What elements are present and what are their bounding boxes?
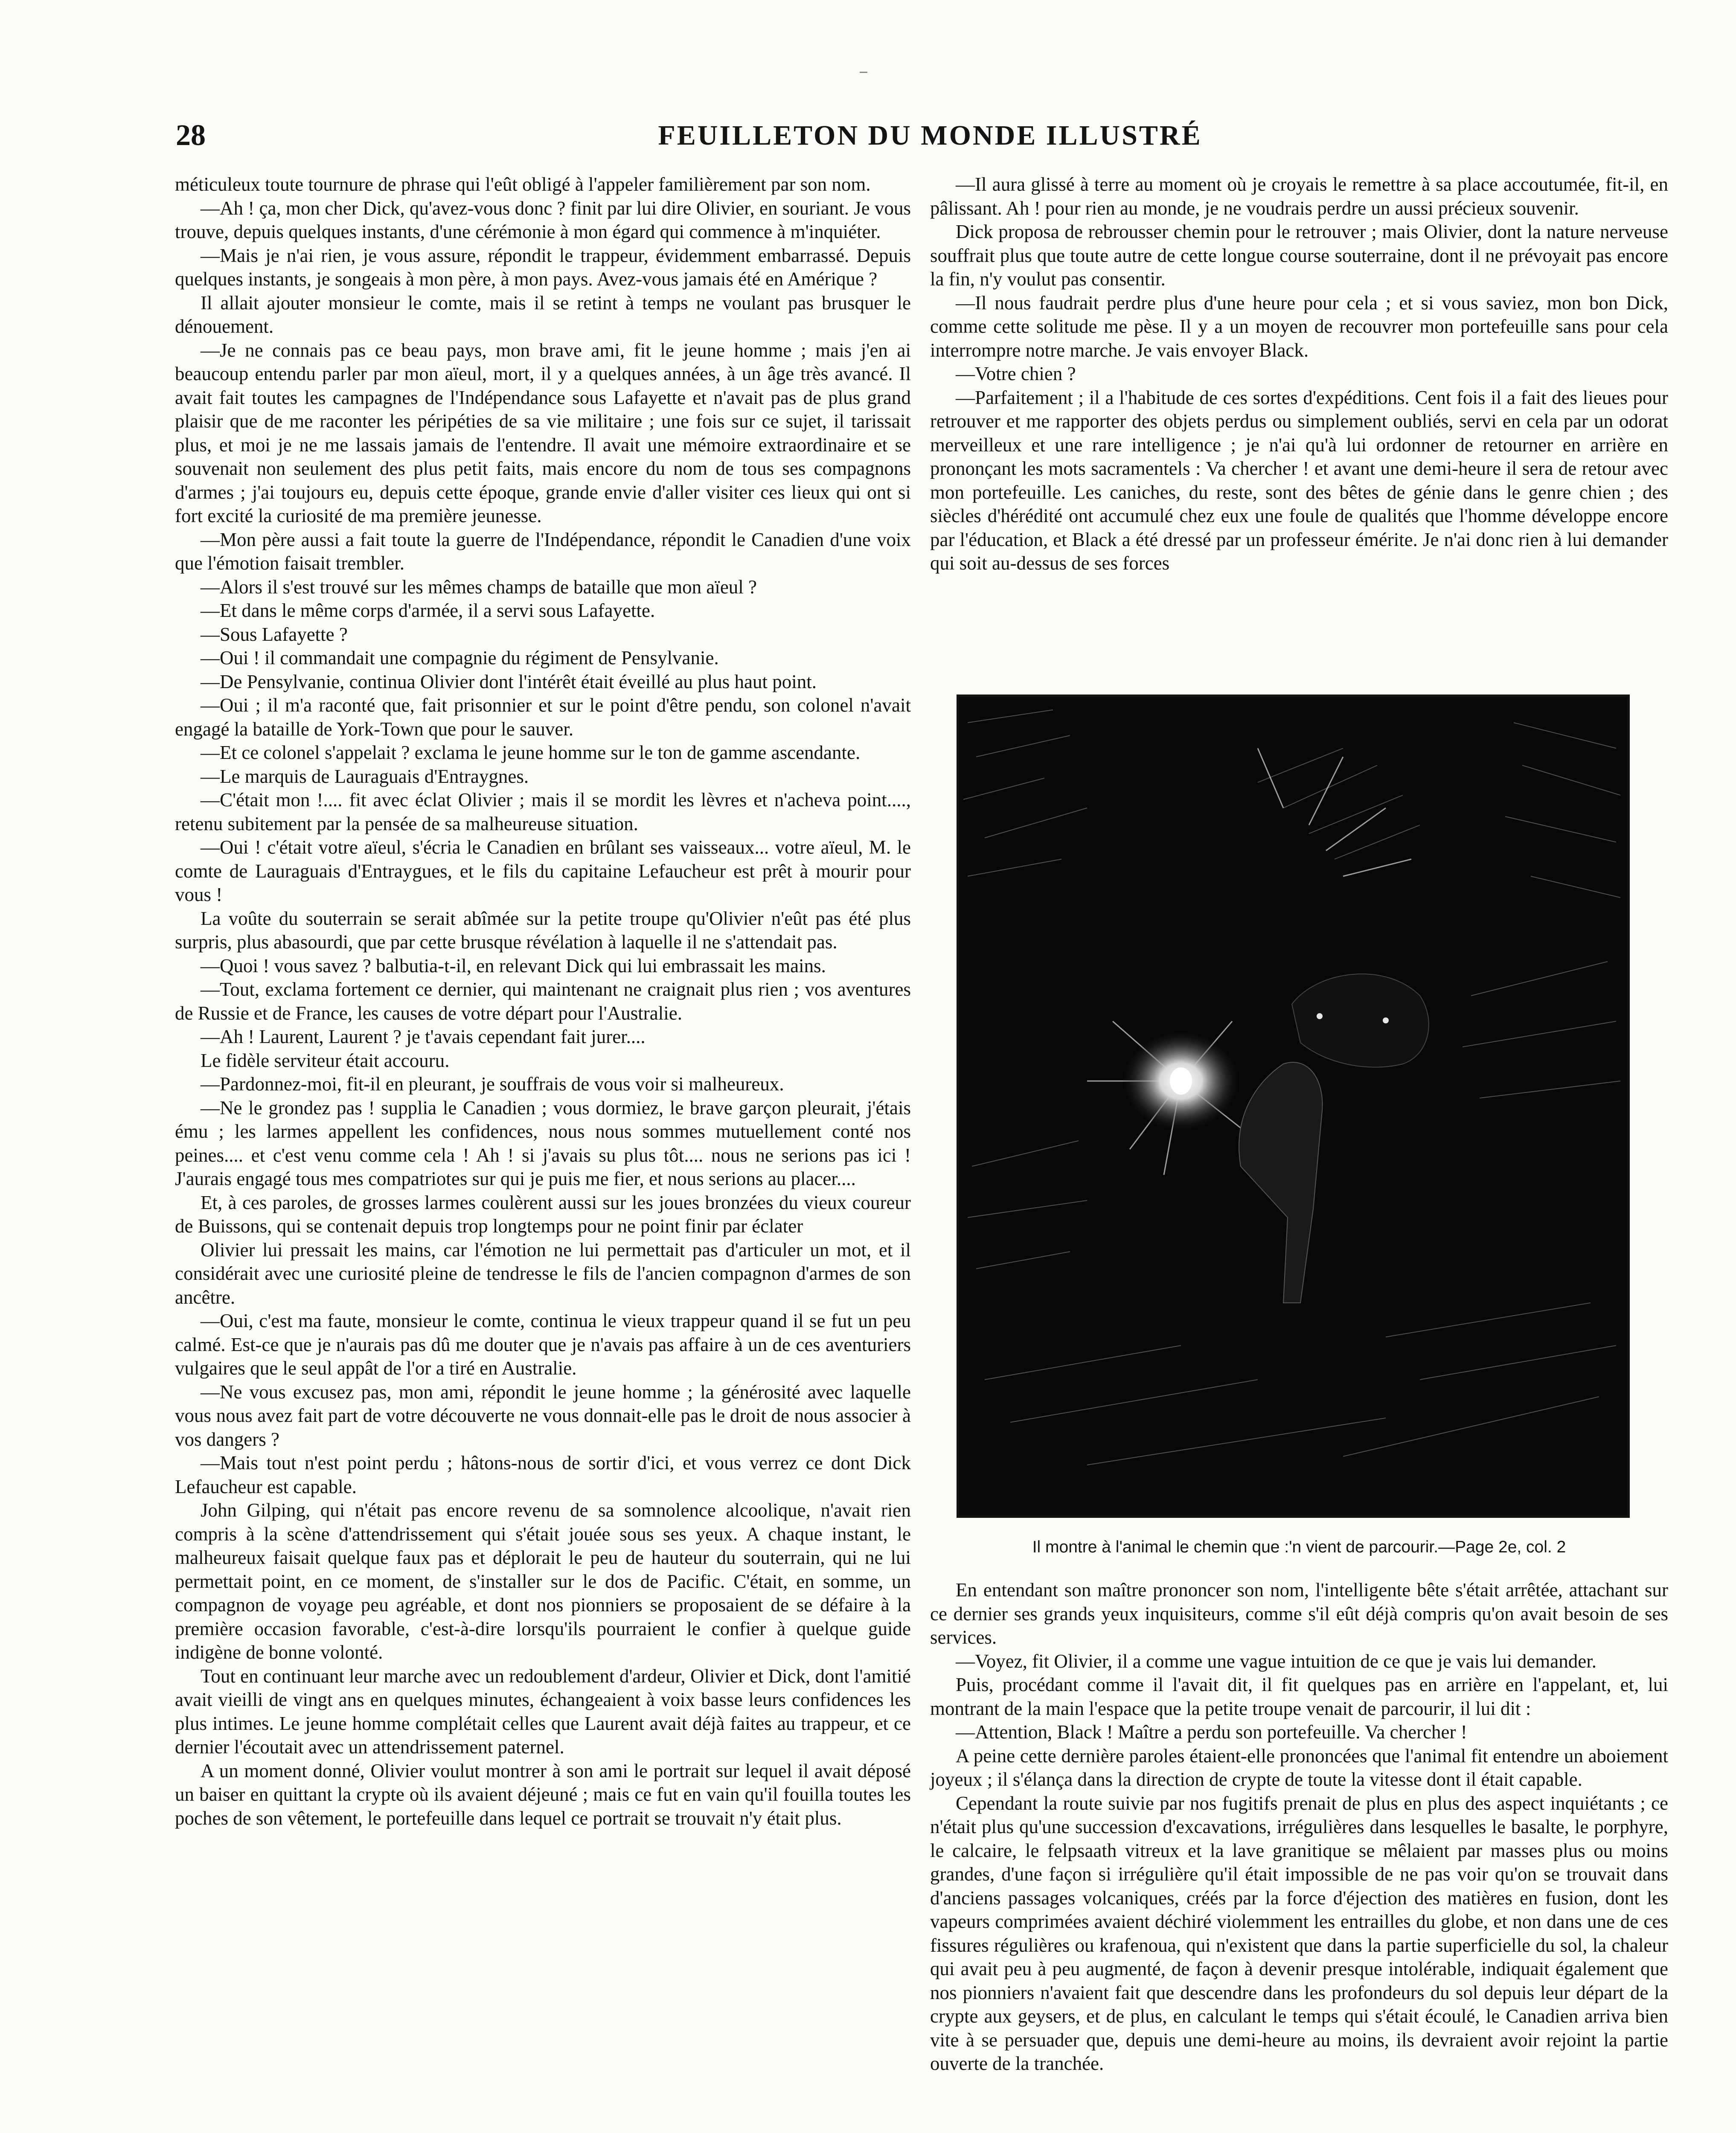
paragraph: —C'était mon !.... fit avec éclat Olivier ; mais il se mordit les lèvres et n'acheva point...., retenu subitement par la pensée de sa malheureuse situation. [175, 789, 911, 834]
engraving-illustration [957, 695, 1630, 1518]
paragraph: Le fidèle serviteur était accouru. [201, 1049, 450, 1071]
paragraph: —Il aura glissé à terre au moment où je croyais le remettre à sa place accoutumée, fit-il, en pâlissant. Ah ! pour rien au monde, je ne voudrais perdre un aussi précieux souvenir. [930, 174, 1668, 219]
paragraph: —Voyez, fit Olivier, il a comme une vague intuition de ce que je vais lui demander. [956, 1650, 1596, 1672]
paragraph: Cependant la route suivie par nos fugitifs prenait de plus en plus des aspect inquiétants ; ce n'était plus qu'une succession d'excavations, irrégulières dans lesquelles le basalte, le porphyre, le calcaire, le felpsaath vitreux et la lave granitique se mêlaient par masses plus ou moins grandes, d'une façon si irrégulière qu'il était impossible de ne pas voir qu'on se trouvait dans d'anciens passages volcaniques, créés par la force d'éjection des matières en fusion, dont les vapeurs comprimées avaient déchiré violemment les entrailles du globe, et non dans une de ces fissures régulières ou krafenoua, qui n'existent que dans la partie superficielle du sol, la chaleur qui avait peu à peu augmenté, de façon à devenir presque intolérable, indiquait également que nos pionniers n'avaient fait que descendre dans les profondeurs du sol depuis leur départ de la crypte aux geysers, et de plus, en calculant le temps qui s'était écoulé, le Canadien arriva bien vite à se persuader que, depuis une demi-heure au moins, ils devraient avoir rejoint la partie ouverte de la tranchée. [930, 1792, 1668, 2074]
paragraph: —Attention, Black ! Maître a perdu son portefeuille. Va chercher ! [956, 1721, 1467, 1743]
paragraph: —Tout, exclama fortement ce dernier, qui maintenant ne craignait plus rien ; vos aventures de Russie et de France, les causes de votre départ pour l'Australie. [175, 979, 911, 1024]
paragraph: —Mais je n'ai rien, je vous assure, répondit le trappeur, évidemment embarrassé. Depuis quelques instants, je songeais à mon père, à mon pays. Avez-vous jamais été en Amérique ? [175, 244, 911, 290]
paragraph: Tout en continuant leur marche avec un redoublement d'ardeur, Olivier et Dick, dont l'amitié avait vieilli de vingt ans en quelques minutes, échangeaient à voix basse leurs confidences les plus intimes. Le jeune homme complétait celles que Laurent avait déjà faites au trappeur, et ce dernier l'écoutait avec un attendrissement paternel. [175, 1665, 911, 1758]
paragraph: —Quoi ! vous savez ? balbutia-t-il, en relevant Dick qui lui embrassait les mains. [201, 955, 826, 976]
paragraph: Olivier lui pressait les mains, car l'émotion ne lui permettait pas d'articuler un mot, et il considérait avec une curiosité pleine de tendresse le fils de l'ancien compagnon d'armes de son ancêtre. [175, 1239, 911, 1308]
paragraph: —Mais tout n'est point perdu ; hâtons-nous de sortir d'ici, et vous verrez ce dont Dick Lefaucheur est capable. [175, 1452, 911, 1497]
paragraph: —Ne le grondez pas ! supplia le Canadien ; vous dormiez, le brave garçon pleurait, j'étais ému ; les larmes appellent les confidences, nous nous sommes mutuellement conté nos peines.... et c'est venu comme cela ! Ah ! si j'avais su plus tôt.... nous ne serions pas ici ! J'aurais engagé tous mes compatriotes sur qui je puis me fier, et nous serions au placer.... [175, 1097, 911, 1189]
paragraph: —Et dans le même corps d'armée, il a servi sous Lafayette. [201, 600, 655, 621]
paragraph: John Gilping, qui n'était pas encore revenu de sa somnolence alcoolique, n'avait rien compris à la scène d'attendrissement qui s'était jouée sous ses yeux. A chaque instant, le malheureux faisait quelque faux pas et déplorait le peu de hauteur du souterrain, qui ne lui permettait point, en ce moment, de s'installer sur le dos de Pacific. C'était, en somme, un compagnon de voyage peu agréable, et dont nos pionniers se proposaient de se défaire à la première occasion favorable, c'est-à-dire lorsqu'ils pourraient le confier à quelque guide indigène de bonne volonté. [175, 1499, 911, 1663]
paragraph: —Et ce colonel s'appelait ? exclama le jeune homme sur le ton de gamme ascendante. [201, 742, 861, 763]
paragraph: A un moment donné, Olivier voulut montrer à son ami le portrait sur lequel il avait déposé un baiser en quittant la crypte où ils avaient déjeuné ; mais ce fut en vain qu'il fouilla toutes les poches de son vêtement, le portefeuille dans lequel ce portrait se trouvait n'y était plus. [175, 1760, 911, 1829]
paragraph: —Alors il s'est trouvé sur les mêmes champs de bataille que mon aïeul ? [201, 576, 757, 598]
top-dash-mark [860, 72, 867, 73]
paragraph: —Oui ! il commandait une compagnie du régiment de Pensylvanie. [201, 647, 719, 668]
left-text-column [175, 173, 911, 1830]
paragraph: En entendant son maître prononcer son nom, l'intelligente bête s'était arrêtée, attachant sur ce dernier ses grands yeux inquisiteurs, comme s'il eût déjà compris qu'on avait besoin de ses services. [930, 1579, 1668, 1648]
paragraph: —De Pensylvanie, continua Olivier dont l'intérêt était éveillé au plus haut point. [201, 671, 817, 692]
dog-eye-right [1383, 1017, 1389, 1023]
paragraph: —Ah ! Laurent, Laurent ? je t'avais cependant fait jurer.... [201, 1026, 646, 1047]
paragraph: —Oui, c'est ma faute, monsieur le comte, continua le vieux trappeur quand il se fut un peu calmé. Est-ce que je n'aurais pas dû me douter que je n'avais pas affaire à un de ces aventuriers vulgaires que le seul appât de l'or a tiré en Australie. [175, 1310, 911, 1379]
paragraph: —Il nous faudrait perdre plus d'une heure pour cela ; et si vous saviez, mon bon Dick, comme cette solitude me pèse. Il y a un moyen de recouvrer mon portefeuille sans pour cela interrompre notre marche. Je vais envoyer Black. [930, 292, 1668, 361]
paragraph: —Pardonnez-moi, fit-il en pleurant, je souffrais de vous voir si malheureux. [201, 1073, 784, 1095]
paragraph: —Oui ; il m'a raconté que, fait prisonnier et sur le point d'être pendu, son colonel n'avait engagé la bataille de York-Town que pour le sauver. [175, 695, 911, 740]
paragraph: —Le marquis de Lauraguais d'Entraygnes. [201, 765, 529, 787]
feuilleton-title: FEUILLETON DU MONDE ILLUSTRÉ [658, 120, 1202, 151]
paragraph: méticuleux toute tournure de phrase qui l'eût obligé à l'appeler familièrement par son nom. [175, 174, 871, 195]
paragraph: —Ah ! ça, mon cher Dick, qu'avez-vous donc ? finit par lui dire Olivier, en souriant. Je vous trouve, depuis quelques instants, d'une cérémonie à mon égard qui commence à m'inquiéter. [175, 197, 911, 242]
paragraph: Et, à ces paroles, de grosses larmes coulèrent aussi sur les joues bronzées du vieux coureur de Buissons, qui se contenait depuis trop longtemps pour ne point finir par éclater [175, 1191, 911, 1237]
cave-scene-engraving [959, 697, 1627, 1515]
dog-eye-left [1317, 1013, 1323, 1019]
illustration-caption: Il montre à l'animal le chemin que :'n vient de parcourir.—Page 2e, col. 2 [1032, 1538, 1566, 1556]
paragraph: —Sous Lafayette ? [201, 623, 348, 645]
paragraph: A peine cette dernière paroles étaient-elle prononcées que l'animal fit entendre un aboiement joyeux ; il s'élança dans la direction de crypte de toute la vitesse dont il était capable. [930, 1745, 1668, 1790]
paragraph: —Parfaitement ; il a l'habitude de ces sortes d'expéditions. Cent fois il a fait des lieues pour retrouver et me rapporter des objets perdus ou simplement oubliés, servi en cela par un odorat merveilleux et une rare intelligence ; je n'ai qu'à lui ordonner de retourner en arrière en prononçant les mots sacramentels : Va chercher ! et avant une demi-heure il sera de retour avec mon portefeuille. Les caniches, du reste, sont des bêtes de génie dans le genre chien ; des siècles d'hérédité ont accumulé chez eux une foule de qualités que l'homme développe encore par l'éducation, et Black a été dressé par un professeur émérite. Je n'ai donc rien à lui demander qui soit au-dessus de ses forces [930, 386, 1668, 574]
paragraph: —Votre chien ? [956, 363, 1076, 384]
page-number: 28 [176, 119, 206, 152]
paragraph: —Je ne connais pas ce beau pays, mon brave ami, fit le jeune homme ; mais j'en ai beaucoup entendu parler par mon aïeul, mort, il y a quelques années, à un âge très avancé. Il avait fait toutes les campagnes de l'Indépendance sous Lafayette et n'avait pas de plus grand plaisir que de me raconter les péripéties de sa vie militaire ; une fois sur ce sujet, il tarissait plus, et moi je ne me lassais jamais de l'entendre. Il avait une mémoire extraordinaire et se souvenait non seulement des plus petit faits, mais encore du nom de tous ses compagnons d'armes ; j'ai toujours eu, depuis cette époque, grande envie d'aller visiter ces lieux qui ont si fort excité la curiosité de ma première jeunesse. [175, 339, 911, 526]
paragraph: —Oui ! c'était votre aïeul, s'écria le Canadien en brûlant ses vaisseaux... votre aïeul, M. le comte de Lauraguais d'Entraygues, et le fils du capitaine Lefaucheur est prêt à mourir pour vous ! [175, 837, 911, 905]
lantern [1170, 1067, 1192, 1095]
right-text-column-top [930, 173, 1668, 575]
paragraph: Dick proposa de rebrousser chemin pour le retrouver ; mais Olivier, dont la nature nerveuse souffrait plus que toute autre de cette longue course souterraine, dont il ne prévoyait pas encore la fin, n'y voulut pas consentir. [930, 221, 1668, 290]
paragraph: Puis, procédant comme il l'avait dit, il fit quelques pas en arrière en l'appelant, et, lui montrant de la main l'espace que la petite troupe venait de parcourir, il lui dit : [930, 1674, 1668, 1719]
paragraph: —Ne vous excusez pas, mon ami, répondit le jeune homme ; la générosité avec laquelle vous nous avez fait part de votre découverte ne vous donnait-elle pas le droit de nous associer à vos dangers ? [175, 1381, 911, 1450]
paragraph: —Mon père aussi a fait toute la guerre de l'Indépendance, répondit le Canadien d'une voix que l'émotion faisait trembler. [175, 529, 911, 574]
paragraph: La voûte du souterrain se serait abîmée sur la petite troupe qu'Olivier n'eût pas été plus surpris, plus abasourdi, que par cette brusque révélation à laquelle il ne s'attendait pas. [175, 907, 911, 953]
paragraph: Il allait ajouter monsieur le comte, mais il se retint à temps ne voulant pas brusquer le dénouement. [175, 292, 911, 337]
right-text-column-bottom [930, 1578, 1668, 2076]
